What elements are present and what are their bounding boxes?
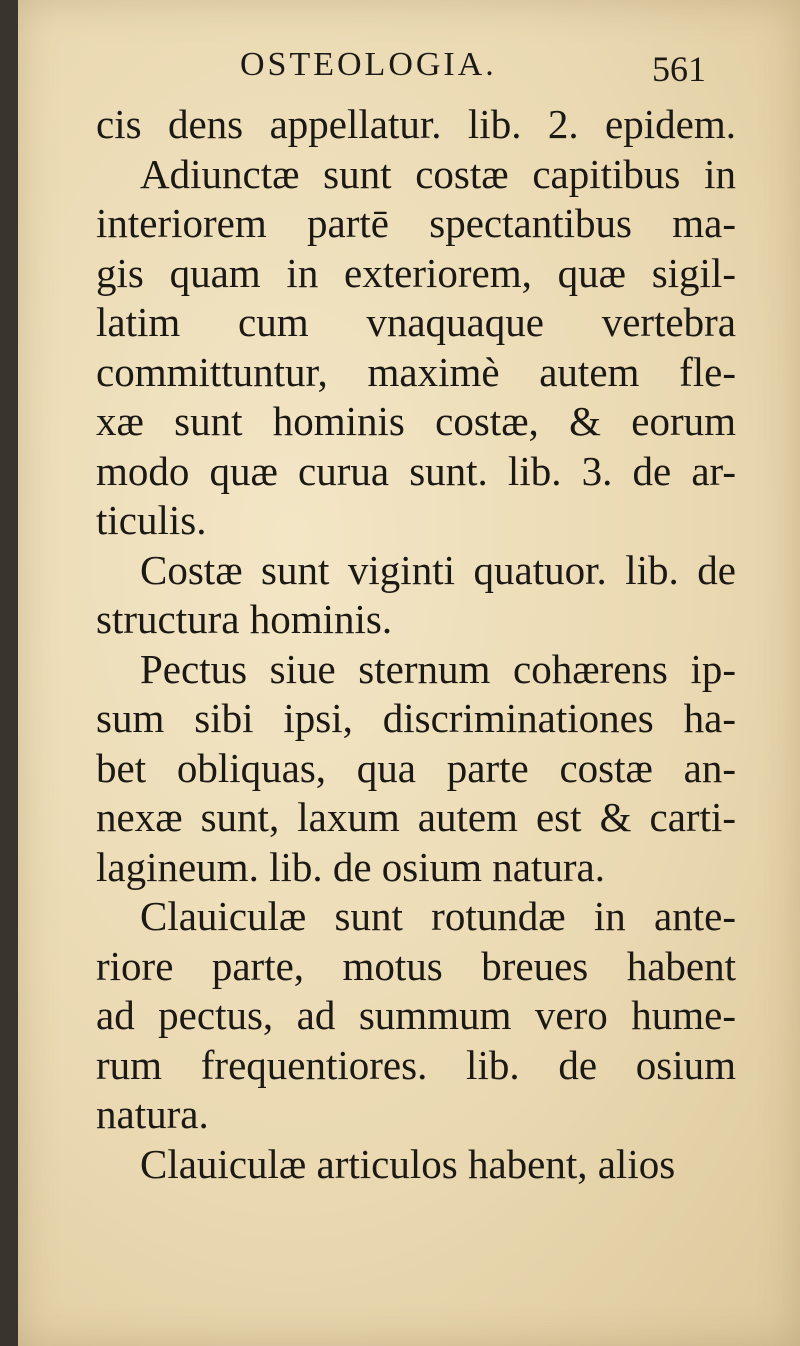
text-line: cis dens appellatur. lib. 2. epidem. [96, 101, 736, 147]
text-line: rum frequentiores. lib. de osium [96, 1041, 736, 1088]
text-line: ticulis. [96, 497, 207, 543]
text-line: sum sibi ipsi, discriminationes ha- [96, 695, 736, 741]
text-line: modo quæ curua sunt. lib. 3. de ar- [96, 447, 736, 494]
text-line: Clauiculæ articulos habent, alios [140, 1140, 676, 1187]
text-line: committuntur, maximè autem fle- [96, 348, 736, 395]
text-line: ad pectus, ad summum vero hume- [96, 992, 736, 1038]
text-line: gis quam in exteriorem, quæ sigil- [96, 249, 736, 296]
text-line: latim cum vnaquaque vertebra [96, 299, 736, 345]
text-line: natura. [96, 1091, 209, 1137]
text-line: riore parte, motus breues habent [96, 942, 736, 989]
text-line: structura hominis. [96, 596, 393, 642]
text-line: bet obliquas, qua parte costæ an- [96, 744, 736, 791]
running-head [18, 40, 800, 100]
text-line: interiorem partē spectantibus ma- [96, 200, 736, 246]
body-text [96, 100, 736, 1189]
text-line: xæ sunt hominis costæ, & eorum [96, 398, 736, 444]
page-number: 561 [652, 49, 706, 89]
book-page [18, 0, 800, 1346]
running-head-title: OSTEOLOGIA. [240, 46, 497, 83]
text-line: nexæ sunt, laxum autem est & carti- [96, 794, 736, 840]
text-line: Clauiculæ sunt rotundæ in ante- [140, 893, 736, 939]
text-line: lagineum. lib. de osium natura. [96, 843, 605, 890]
text-line: Adiunctæ sunt costæ capitibus in [140, 150, 736, 197]
text-line: Pectus siue sternum cohærens ip- [140, 645, 736, 692]
text-line: Costæ sunt viginti quatuor. lib. de [140, 546, 736, 593]
